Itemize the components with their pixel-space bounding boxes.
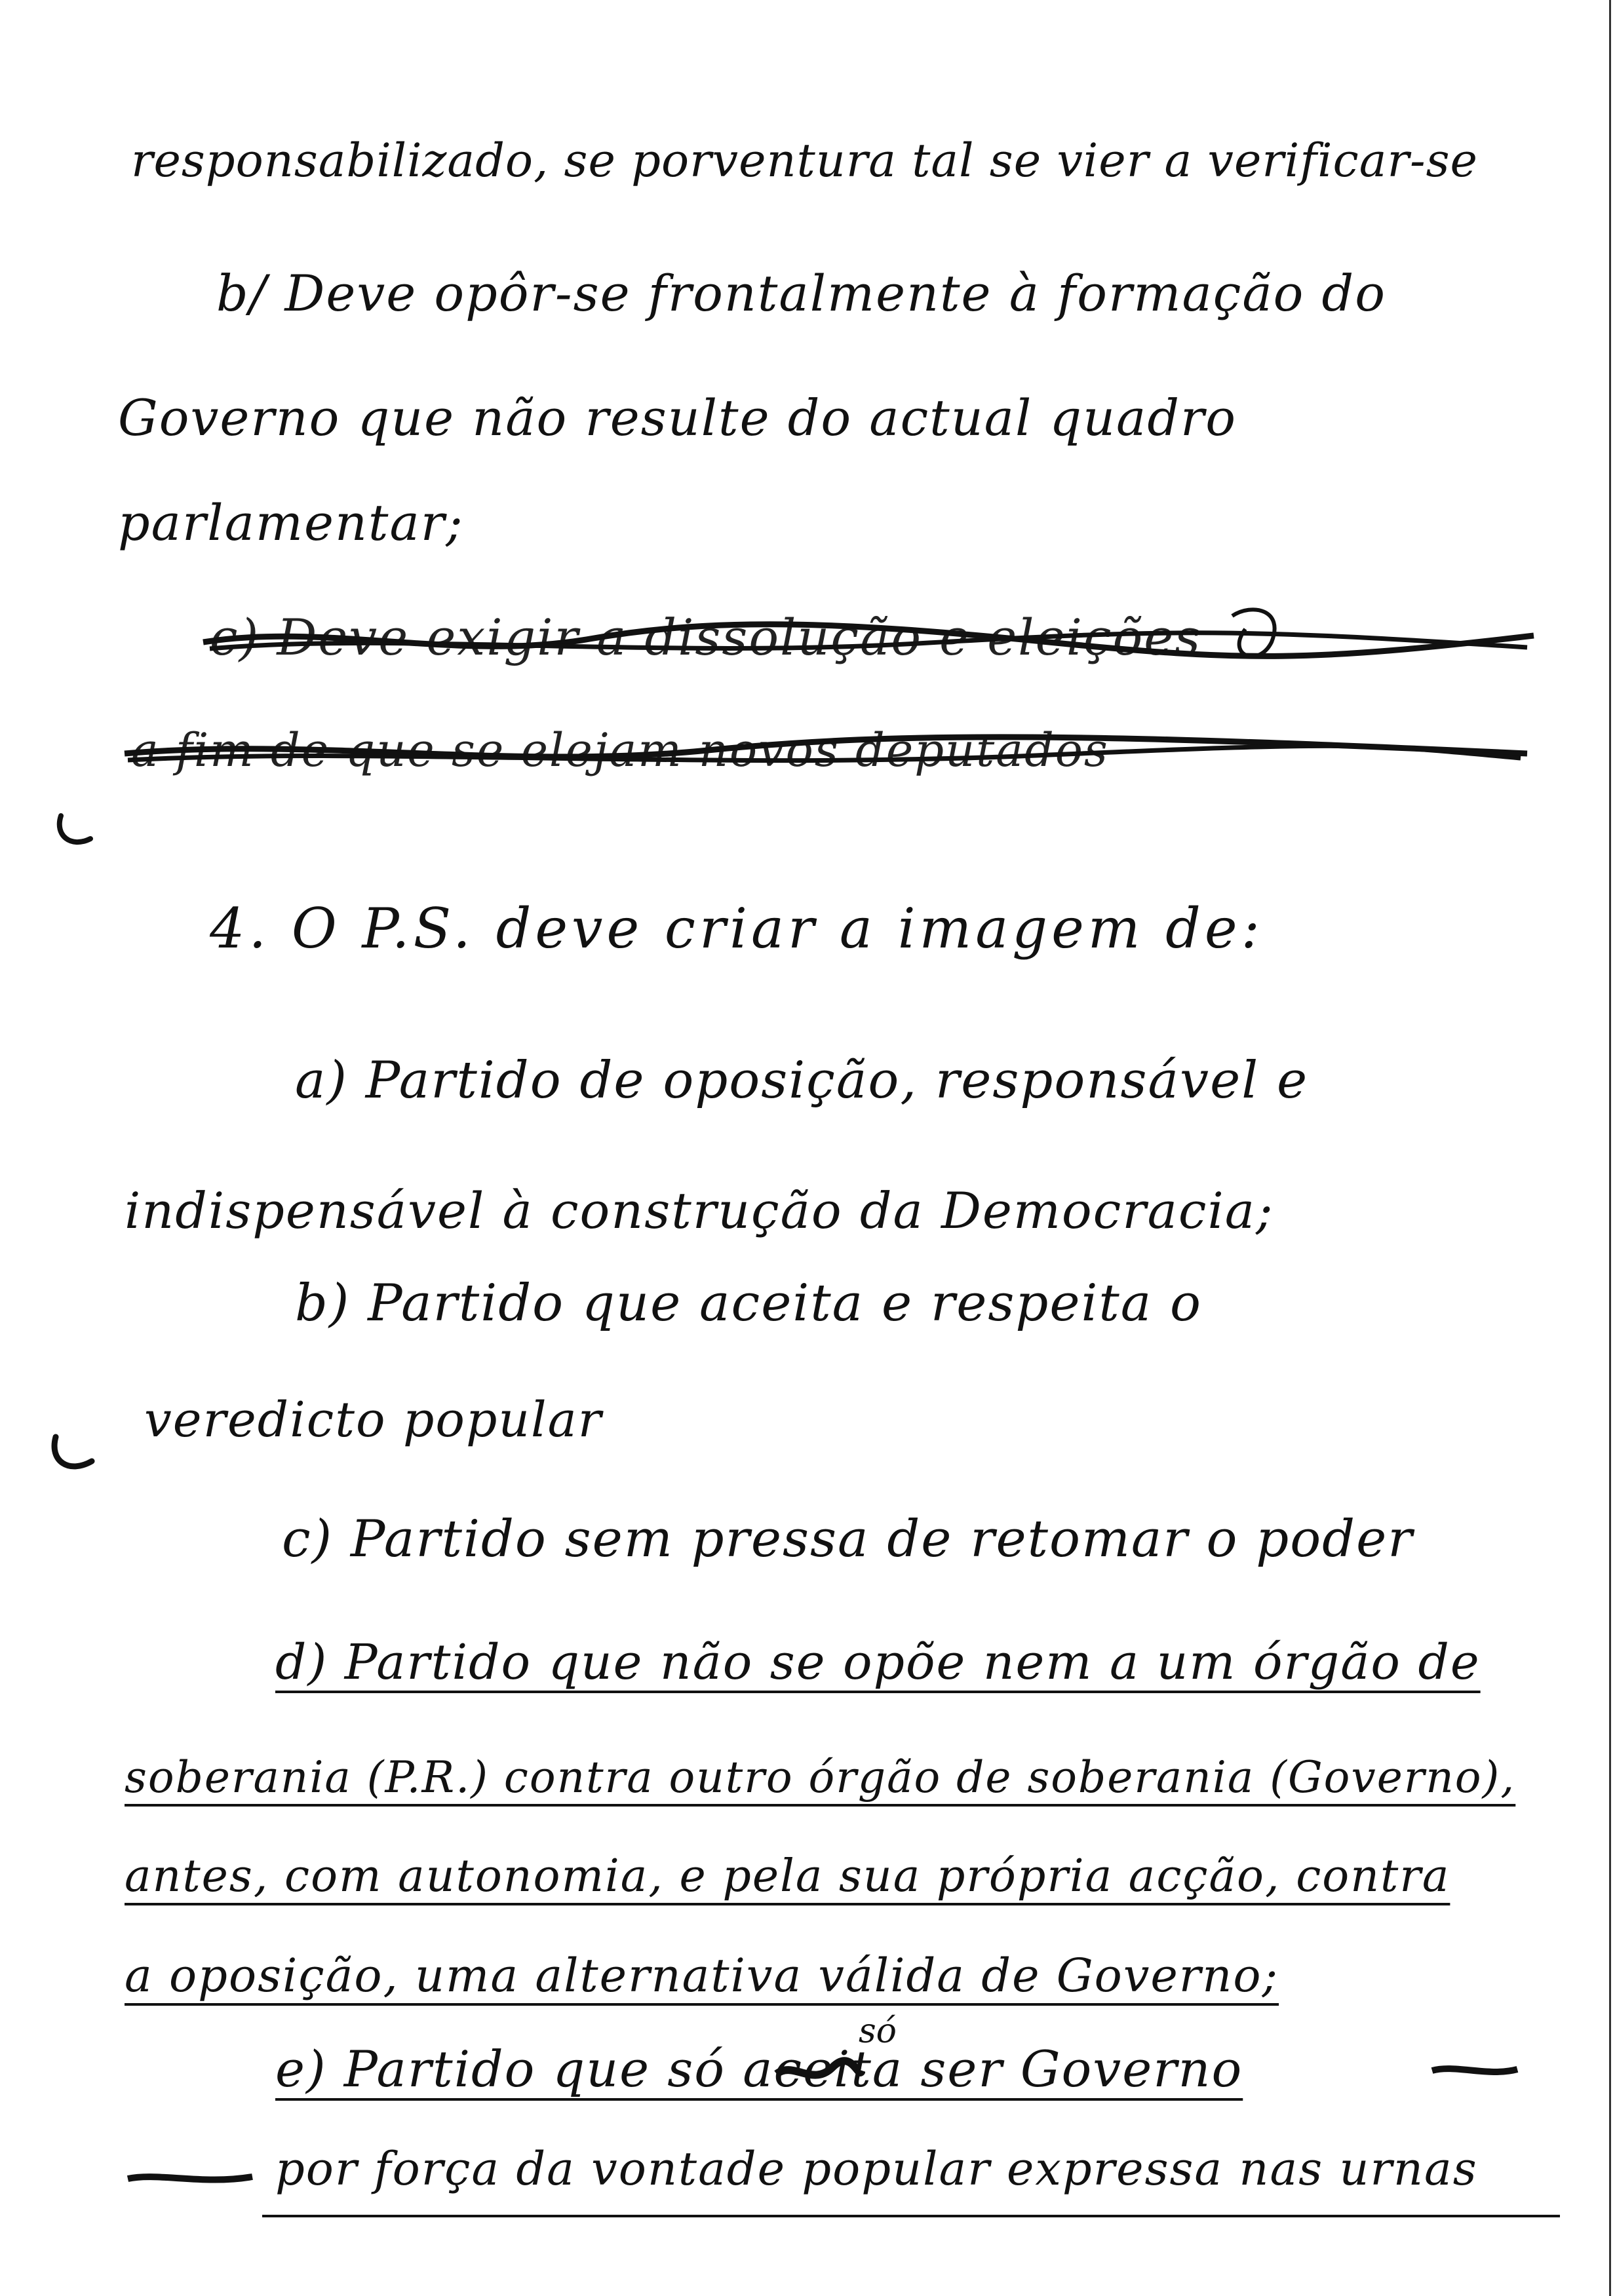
text-line-2: b/ Deve opôr-se frontalmente à formação do <box>216 264 1386 322</box>
text-line-4: parlamentar; <box>118 493 464 552</box>
item-a-line-2: indispensável à construção da Democracia; <box>125 1181 1274 1240</box>
inserted-word: só <box>859 2012 897 2051</box>
strike-through-scribble-2 <box>118 718 1534 783</box>
right-edge-line <box>1609 0 1611 2296</box>
underline-rule <box>262 2215 1560 2217</box>
item-d-line-3: antes, com autonomia, e pela sua própria acção, contra <box>125 1850 1450 1902</box>
item-a-line-1: a) Partido de oposição, responsável e <box>295 1051 1309 1110</box>
margin-crescent-mark-1 <box>51 813 97 852</box>
struck-line-1: c) Deve exigir a dissolução e eleições <box>210 608 1202 666</box>
text-line-3: Governo que não resulte do actual quadro <box>118 389 1237 447</box>
item-b-line-1: b) Partido que aceita e respeita o <box>295 1274 1203 1333</box>
item-e-line-1: e) Partido que só aceita ser Governo <box>275 2040 1243 2098</box>
item-d-line-4: a oposição, uma alternativa válida de Governo; <box>125 1949 1279 2002</box>
strike-through-scribble-1 <box>197 603 1540 675</box>
text-line-1: responsabilizado, se porventura tal se vier a verificar-se <box>131 134 1478 187</box>
crossed-out-margin-word <box>125 2162 256 2195</box>
item-c-line-1: c) Partido sem pressa de retomar o poder <box>282 1510 1414 1569</box>
item-d-line-2: soberania (P.R.) contra outro órgão de soberania (Governo), <box>125 1752 1516 1803</box>
struck-line-2: a fim de que se elejam novos deputados <box>131 723 1109 777</box>
item-e-line-2: por força da vontade popular expressa nas urnas <box>275 2142 1478 2196</box>
item-b-line-2: veredicto popular <box>144 1392 603 1448</box>
item-d-line-1: d) Partido que não se opõe nem a um órgão de <box>275 1634 1481 1691</box>
section-4-heading: 4. O P.S. deve criar a imagem de: <box>210 896 1264 961</box>
crossed-out-word-scribble-2 <box>1429 2057 1521 2084</box>
margin-crescent-mark-2 <box>46 1432 98 1478</box>
